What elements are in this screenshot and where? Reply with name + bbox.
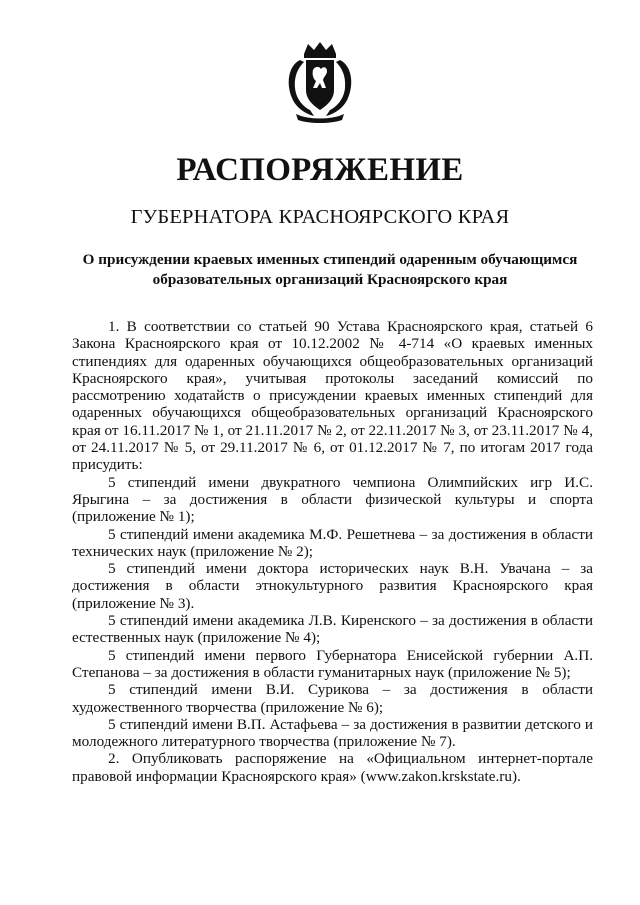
list-item: 5 стипендий имени первого Губернатора Енисейской губернии А.П. Степанова – за достижения в области гуманитарных наук (приложение № 5); — [72, 646, 593, 681]
list-item: 5 стипендий имени академика Л.В. Киренского – за достижения в области естественных наук (приложение № 4); — [72, 612, 593, 647]
document-body — [72, 318, 593, 785]
subject-line-2: образовательных организаций Красноярского края — [152, 271, 508, 288]
list-item: 5 стипендий имени В.П. Астафьева – за достижения в развитии детского и молодежного литературного творчества (приложение № 7). — [72, 715, 593, 751]
document-type-title: РАСПОРЯЖЕНИЕ — [176, 152, 464, 188]
coat-of-arms-icon — [282, 40, 358, 124]
paragraph-2: 2. Опубликовать распоряжение на «Официальном интернет-портале правовой информации Красноярского края» (www.zakon.krskstate.ru). — [72, 750, 593, 785]
list-item: 5 стипендий имени двукратного чемпиона Олимпийских игр И.С. Ярыгина – за достижения в области физической культуры и спорта (приложение № 1); — [72, 473, 593, 526]
list-item: 5 стипендий имени доктора исторических наук В.Н. Увачана – за достижения в области этнокультурного развития Красноярского края (приложение № 3). — [72, 560, 593, 612]
list-item: 5 стипендий имени В.И. Сурикова – за достижения в области художественного творчества (приложение № 6); — [72, 681, 593, 716]
paragraph-1: 1. В соответствии со статьей 90 Устава Красноярского края, статьей 6 Закона Красноярского края от 10.12.2002 № 4-714 «О краевых именных стипендиях для одаренных обучающихся общеобразовательных организаций Красноярского края», учитывая протоколы заседаний комиссий по рассмотрению ходатайств о присуждении краевых именных стипендий для одаренных обучающихся общеобразовательных организаций Красноярского края от 16.11.2017 № 1, от 21.11.2017 № 2, от 22.11.2017 № 3, от 23.11.2017 № 4, от 24.11.2017 № 5, от 29.11.2017 № 6, от 01.12.2017 № 7, по итогам 2017 года присудить: — [72, 318, 593, 474]
issuer-title: ГУБЕРНАТОРА КРАСНОЯРСКОГО КРАЯ — [130, 206, 510, 228]
list-item: 5 стипендий имени академика М.Ф. Решетнева – за достижения в области технических наук (приложение № 2); — [72, 525, 593, 560]
document-subject — [60, 250, 600, 290]
subject-line-1: О присуждении краевых именных стипендий одаренным обучающимся — [82, 251, 578, 268]
